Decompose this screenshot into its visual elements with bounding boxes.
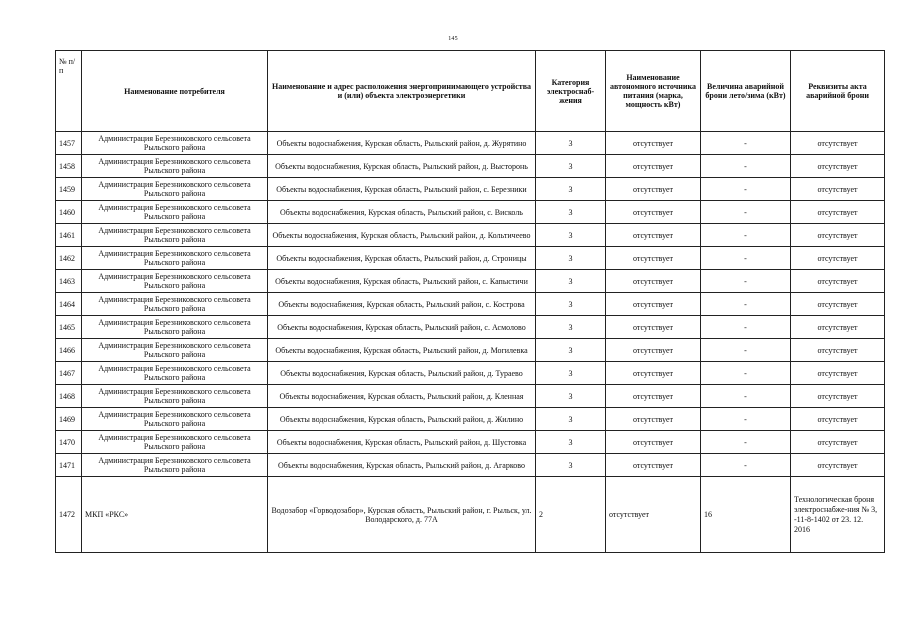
row-num: 1457 <box>56 132 82 155</box>
row-num: 1468 <box>56 385 82 408</box>
row-source: отсутствует <box>606 224 701 247</box>
row-category: 3 <box>536 385 606 408</box>
header-address: Наименование и адрес расположения энергопринимающего устройства и (или) объекта электроэнергетики <box>268 51 536 132</box>
row-consumer: Администрация Березниковского сельсовета Рыльского района <box>82 201 268 224</box>
page-number: 145 <box>448 36 458 42</box>
row-consumer: Администрация Березниковского сельсовета Рыльского района <box>82 132 268 155</box>
table-row <box>56 316 885 339</box>
row-act: отсутствует <box>791 247 885 270</box>
row-act: отсутствует <box>791 201 885 224</box>
row-address: Водозабор «Горводозабор», Курская область, Рыльский район, г. Рыльск, ул. Володарского, д. 77А <box>268 477 536 553</box>
table-row <box>56 362 885 385</box>
row-consumer: Администрация Березниковского сельсовета Рыльского района <box>82 293 268 316</box>
row-num: 1459 <box>56 178 82 201</box>
row-source: отсутствует <box>606 385 701 408</box>
register-table <box>55 50 885 553</box>
table-row <box>56 477 885 553</box>
row-num: 1458 <box>56 155 82 178</box>
row-category: 3 <box>536 178 606 201</box>
row-source: отсутствует <box>606 408 701 431</box>
row-reserve: - <box>701 247 791 270</box>
row-num: 1463 <box>56 270 82 293</box>
row-reserve: - <box>701 155 791 178</box>
row-num: 1469 <box>56 408 82 431</box>
row-source: отсутствует <box>606 316 701 339</box>
row-consumer: Администрация Березниковского сельсовета Рыльского района <box>82 270 268 293</box>
row-address: Объекты водоснабжения, Курская область, Рыльский район, д. Жилино <box>268 408 536 431</box>
table-row <box>56 224 885 247</box>
table-row <box>56 339 885 362</box>
row-category: 3 <box>536 362 606 385</box>
row-act: отсутствует <box>791 339 885 362</box>
row-reserve: - <box>701 132 791 155</box>
row-source: отсутствует <box>606 201 701 224</box>
row-act: Технологическая броня электроснабже-ния № 3, -11-8-1402 от 23. 12. 2016 <box>791 477 885 553</box>
row-address: Объекты водоснабжения, Курская область, Рыльский район, с. Висколь <box>268 201 536 224</box>
table-row <box>56 431 885 454</box>
row-category: 3 <box>536 293 606 316</box>
row-category: 3 <box>536 454 606 477</box>
header-category: Категория электроснаб-жения <box>536 51 606 132</box>
row-source: отсутствует <box>606 155 701 178</box>
table-row <box>56 293 885 316</box>
table-row <box>56 247 885 270</box>
row-category: 2 <box>536 477 606 553</box>
row-source: отсутствует <box>606 477 701 553</box>
row-reserve: 16 <box>701 477 791 553</box>
row-act: отсутствует <box>791 155 885 178</box>
row-category: 3 <box>536 201 606 224</box>
row-address: Объекты водоснабжения, Курская область, Рыльский район, д. Кольтичеево <box>268 224 536 247</box>
row-source: отсутствует <box>606 431 701 454</box>
row-category: 3 <box>536 224 606 247</box>
row-reserve: - <box>701 339 791 362</box>
row-consumer: Администрация Березниковского сельсовета Рыльского района <box>82 431 268 454</box>
table-row <box>56 385 885 408</box>
row-address: Объекты водоснабжения, Курская область, Рыльский район, д. Высторонь <box>268 155 536 178</box>
table-row <box>56 408 885 431</box>
row-category: 3 <box>536 155 606 178</box>
row-act: отсутствует <box>791 431 885 454</box>
table-header-row <box>56 51 885 132</box>
row-category: 3 <box>536 339 606 362</box>
row-num: 1460 <box>56 201 82 224</box>
row-reserve: - <box>701 385 791 408</box>
row-address: Объекты водоснабжения, Курская область, Рыльский район, с. Капыстичи <box>268 270 536 293</box>
header-act: Реквизиты акта аварийной брони <box>791 51 885 132</box>
row-num: 1470 <box>56 431 82 454</box>
row-reserve: - <box>701 293 791 316</box>
row-address: Объекты водоснабжения, Курская область, Рыльский район, д. Шустовка <box>268 431 536 454</box>
row-source: отсутствует <box>606 293 701 316</box>
row-consumer: Администрация Березниковского сельсовета Рыльского района <box>82 339 268 362</box>
row-reserve: - <box>701 270 791 293</box>
row-act: отсутствует <box>791 224 885 247</box>
table-row <box>56 178 885 201</box>
header-consumer: Наименование потребителя <box>82 51 268 132</box>
table-row <box>56 201 885 224</box>
row-act: отсутствует <box>791 316 885 339</box>
row-reserve: - <box>701 178 791 201</box>
row-category: 3 <box>536 408 606 431</box>
table-row <box>56 270 885 293</box>
row-act: отсутствует <box>791 178 885 201</box>
row-act: отсутствует <box>791 362 885 385</box>
row-act: отсутствует <box>791 132 885 155</box>
row-reserve: - <box>701 201 791 224</box>
row-consumer: Администрация Березниковского сельсовета Рыльского района <box>82 385 268 408</box>
row-address: Объекты водоснабжения, Курская область, Рыльский район, д. Агарково <box>268 454 536 477</box>
row-address: Объекты водоснабжения, Курская область, Рыльский район, д. Строницы <box>268 247 536 270</box>
row-category: 3 <box>536 270 606 293</box>
row-consumer: Администрация Березниковского сельсовета Рыльского района <box>82 224 268 247</box>
row-consumer: Администрация Березниковского сельсовета Рыльского района <box>82 247 268 270</box>
row-address: Объекты водоснабжения, Курская область, Рыльский район, с. Березники <box>268 178 536 201</box>
table-row <box>56 132 885 155</box>
row-consumer: МКП «РКС» <box>82 477 268 553</box>
row-consumer: Администрация Березниковского сельсовета Рыльского района <box>82 454 268 477</box>
row-source: отсутствует <box>606 339 701 362</box>
row-source: отсутствует <box>606 362 701 385</box>
row-num: 1464 <box>56 293 82 316</box>
row-act: отсутствует <box>791 270 885 293</box>
header-reserve: Величина аварийной брони лето/зима (кВт) <box>701 51 791 132</box>
row-category: 3 <box>536 316 606 339</box>
row-address: Объекты водоснабжения, Курская область, Рыльский район, д. Могилевка <box>268 339 536 362</box>
row-consumer: Администрация Березниковского сельсовета Рыльского района <box>82 316 268 339</box>
row-num: 1461 <box>56 224 82 247</box>
row-source: отсутствует <box>606 178 701 201</box>
row-reserve: - <box>701 362 791 385</box>
row-consumer: Администрация Березниковского сельсовета Рыльского района <box>82 178 268 201</box>
row-num: 1471 <box>56 454 82 477</box>
row-act: отсутствует <box>791 293 885 316</box>
row-source: отсутствует <box>606 247 701 270</box>
row-act: отсутствует <box>791 385 885 408</box>
row-category: 3 <box>536 247 606 270</box>
row-reserve: - <box>701 431 791 454</box>
table-row <box>56 454 885 477</box>
row-num: 1467 <box>56 362 82 385</box>
row-num: 1472 <box>56 477 82 553</box>
row-num: 1462 <box>56 247 82 270</box>
row-address: Объекты водоснабжения, Курская область, Рыльский район, д. Кленная <box>268 385 536 408</box>
header-source: Наименование автономного источника питания (марка, мощность кВт) <box>606 51 701 132</box>
row-source: отсутствует <box>606 132 701 155</box>
row-act: отсутствует <box>791 408 885 431</box>
row-reserve: - <box>701 408 791 431</box>
row-consumer: Администрация Березниковского сельсовета Рыльского района <box>82 155 268 178</box>
row-reserve: - <box>701 316 791 339</box>
row-consumer: Администрация Березниковского сельсовета Рыльского района <box>82 408 268 431</box>
row-address: Объекты водоснабжения, Курская область, Рыльский район, д. Тураево <box>268 362 536 385</box>
row-category: 3 <box>536 431 606 454</box>
header-num: № п/п <box>56 51 82 132</box>
row-address: Объекты водоснабжения, Курская область, Рыльский район, с. Асмолово <box>268 316 536 339</box>
row-num: 1465 <box>56 316 82 339</box>
row-address: Объекты водоснабжения, Курская область, Рыльский район, д. Журятино <box>268 132 536 155</box>
row-consumer: Администрация Березниковского сельсовета Рыльского района <box>82 362 268 385</box>
row-reserve: - <box>701 224 791 247</box>
row-source: отсутствует <box>606 270 701 293</box>
row-reserve: - <box>701 454 791 477</box>
table-row <box>56 155 885 178</box>
row-act: отсутствует <box>791 454 885 477</box>
row-num: 1466 <box>56 339 82 362</box>
row-category: 3 <box>536 132 606 155</box>
row-address: Объекты водоснабжения, Курская область, Рыльский район, с. Кострова <box>268 293 536 316</box>
row-source: отсутствует <box>606 454 701 477</box>
